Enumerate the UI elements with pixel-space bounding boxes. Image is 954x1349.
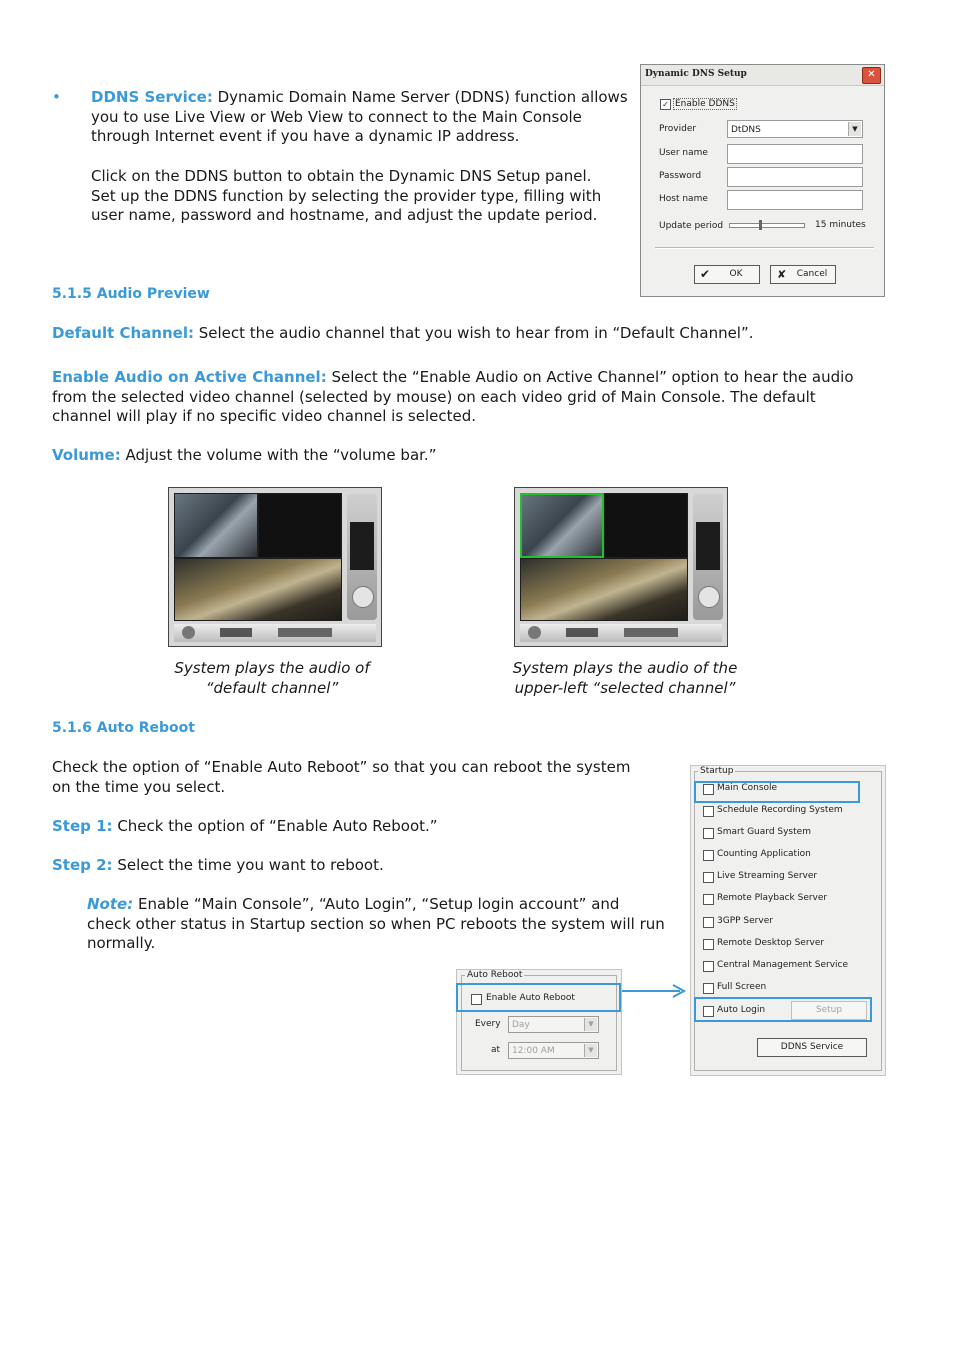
hostname-label: Host name: [659, 194, 708, 204]
username-field[interactable]: [727, 144, 863, 164]
note-line-3: normally.: [87, 934, 156, 953]
startup-checkbox-smart-guard[interactable]: [703, 828, 714, 839]
startup-item-auto-login: Auto Login: [717, 1005, 766, 1015]
power-icon: [182, 626, 195, 639]
auto-reboot-heading: 5.1.6 Auto Reboot: [52, 720, 195, 736]
close-icon[interactable]: ✕: [862, 67, 881, 84]
video-cell-lower: [521, 559, 687, 620]
layout-buttons: [220, 628, 252, 637]
startup-checkbox-remote-playback[interactable]: [703, 894, 714, 905]
ok-button[interactable]: [694, 265, 760, 284]
auto-login-highlight: [694, 997, 872, 1022]
password-field[interactable]: [727, 167, 863, 187]
startup-item-counting: Counting Application: [717, 849, 811, 859]
ddns-label: DDNS Service:: [91, 88, 213, 106]
enable-audio-line-2: from the selected video channel (selected by mouse) on each video grid of Main Console. The default: [52, 387, 816, 406]
ddns-paragraph: [91, 88, 631, 147]
ddns-line-3: through Internet event if you have a dynamic IP address.: [91, 127, 520, 146]
startup-item-live-streaming: Live Streaming Server: [717, 871, 818, 881]
step-1: [52, 817, 682, 837]
startup-checkbox-schedule-recording[interactable]: [703, 806, 714, 817]
chevron-down-icon: ▼: [848, 122, 861, 136]
enable-auto-reboot-label: Enable Auto Reboot: [486, 993, 575, 1003]
layout-buttons: [566, 628, 598, 637]
main-console-screenshot-selected: [514, 487, 728, 647]
cross-icon: ✘: [777, 268, 787, 281]
bottom-toolbar: [520, 624, 722, 642]
caption-right: [490, 658, 760, 698]
chevron-down-icon: ▼: [584, 1018, 597, 1031]
every-label: Every: [475, 1019, 501, 1029]
provider-value: DtDNS: [731, 125, 761, 135]
video-cell-upper-right: [605, 494, 687, 557]
main-console-screenshot-default: [168, 487, 382, 647]
setup-button[interactable]: Setup: [791, 1001, 867, 1020]
enable-audio-line-1: Select the “Enable Audio on Active Channel” option to hear the audio: [326, 368, 854, 386]
main-console-highlight: [694, 781, 860, 803]
enable-ddns-checkbox[interactable]: ✓: [660, 99, 671, 110]
slider-thumb[interactable]: [759, 220, 762, 230]
step-2: [52, 856, 682, 876]
at-time-select[interactable]: [508, 1042, 599, 1059]
side-panel: [693, 494, 723, 620]
ddns-p2-line-2: Set up the DDNS function by selecting the provider type, filling with: [91, 186, 602, 205]
at-label: at: [491, 1045, 501, 1055]
enable-auto-reboot-highlight: [456, 983, 621, 1012]
dialog-titlebar: [641, 65, 884, 86]
volume-text: Adjust the volume with the “volume bar.”: [120, 446, 437, 464]
side-panel: [347, 494, 377, 620]
ptz-pad: [698, 586, 720, 608]
arrow-icon: [620, 984, 690, 998]
selected-channel-highlight: [520, 493, 604, 558]
startup-item-schedule-recording: Schedule Recording System: [717, 805, 843, 815]
enable-audio-paragraph: [52, 368, 912, 427]
default-channel-paragraph: [52, 324, 902, 344]
ddns-line-1: Dynamic Domain Name Server (DDNS) function allows: [212, 88, 628, 106]
default-channel-label: Default Channel:: [52, 324, 194, 342]
enable-audio-label: Enable Audio on Active Channel:: [52, 368, 327, 386]
every-value: Day: [512, 1020, 530, 1030]
step-2-text: Select the time you want to reboot.: [112, 856, 384, 874]
ddns-service-button[interactable]: DDNS Service: [757, 1038, 867, 1057]
power-icon: [528, 626, 541, 639]
startup-item-central-management: Central Management Service: [717, 960, 849, 970]
video-cell-lower: [175, 559, 341, 620]
startup-item-smart-guard: Smart Guard System: [717, 827, 811, 837]
chevron-down-icon: ▼: [584, 1044, 597, 1057]
video-grid: [174, 493, 342, 621]
every-select[interactable]: [508, 1016, 599, 1033]
startup-checkbox-central-management[interactable]: [703, 961, 714, 972]
enable-audio-line-3: channel will play if no specific video channel is selected.: [52, 407, 476, 426]
startup-checkbox-3gpp[interactable]: [703, 917, 714, 928]
ddns-p2-line-3: user name, password and hostname, and adjust the update period.: [91, 206, 598, 225]
startup-checkbox-full-screen[interactable]: [703, 983, 714, 994]
update-period-label: Update period: [659, 221, 724, 231]
note-line-2: check other status in Startup section so when PC reboots the system will run: [87, 914, 665, 933]
dialog-title: Dynamic DNS Setup: [645, 69, 747, 79]
caption-left: [152, 658, 392, 698]
function-buttons: [624, 628, 678, 637]
check-icon: ✔: [700, 267, 711, 281]
intro-line-1: Check the option of “Enable Auto Reboot” so that you can reboot the system: [52, 758, 631, 776]
default-channel-text: Select the audio channel that you wish to hear from in “Default Channel”.: [193, 324, 754, 342]
ddns-line-2: you to use Live View or Web View to connect to the Main Console: [91, 107, 582, 126]
password-label: Password: [659, 171, 702, 181]
caption-right-line-1: System plays the audio of the: [512, 659, 738, 677]
video-cell-upper-right: [259, 494, 341, 557]
auto-reboot-group-title: Auto Reboot: [467, 970, 523, 980]
step-2-label: Step 2:: [52, 856, 113, 874]
startup-item-remote-playback: Remote Playback Server: [717, 893, 828, 903]
video-grid: [520, 493, 688, 621]
provider-label: Provider: [659, 124, 697, 134]
note-line-1: Enable “Main Console”, “Auto Login”, “Setup login account” and: [133, 895, 620, 913]
note-paragraph: [87, 895, 687, 954]
startup-item-3gpp: 3GPP Server: [717, 916, 773, 926]
username-label: User name: [659, 148, 708, 158]
startup-panel: [690, 765, 886, 1076]
startup-item-full-screen: Full Screen: [717, 982, 767, 992]
at-time-value: 12:00 AM: [512, 1046, 555, 1056]
hostname-field[interactable]: [727, 190, 863, 210]
ddns-paragraph-2: [91, 167, 631, 226]
enable-ddns-label: Enable DDNS: [675, 99, 735, 109]
intro-line-2: on the time you select.: [52, 777, 226, 796]
auto-reboot-intro: [52, 758, 682, 797]
startup-checkbox-live-streaming[interactable]: [703, 872, 714, 883]
update-period-value: 15 minutes: [815, 220, 866, 230]
function-buttons: [278, 628, 332, 637]
dynamic-dns-dialog: [640, 64, 885, 297]
step-1-label: Step 1:: [52, 817, 113, 835]
provider-select[interactable]: [727, 120, 863, 138]
bottom-toolbar: [174, 624, 376, 642]
step-1-text: Check the option of “Enable Auto Reboot.”: [112, 817, 438, 835]
startup-item-main-console: Main Console: [717, 783, 778, 793]
caption-left-line-2: “default channel”: [205, 679, 339, 697]
volume-paragraph: [52, 446, 902, 466]
ddns-p2-line-1: Click on the DDNS button to obtain the Dynamic DNS Setup panel.: [91, 167, 592, 185]
cancel-button[interactable]: [770, 265, 836, 284]
cancel-label: Cancel: [796, 269, 828, 279]
ok-label: OK: [729, 269, 743, 279]
caption-left-line-1: System plays the audio of: [174, 659, 370, 677]
startup-group-title: Startup: [700, 766, 734, 776]
dialog-separator: [655, 247, 874, 249]
startup-checkbox-remote-desktop[interactable]: [703, 939, 714, 950]
video-cell-upper-left: [175, 494, 257, 557]
caption-right-line-2: upper-left “selected channel”: [514, 679, 736, 697]
audio-preview-heading: 5.1.5 Audio Preview: [52, 286, 210, 302]
bullet: •: [52, 88, 61, 106]
update-period-slider[interactable]: [729, 223, 805, 228]
volume-label: Volume:: [52, 446, 121, 464]
startup-item-remote-desktop: Remote Desktop Server: [717, 938, 825, 948]
ptz-pad: [352, 586, 374, 608]
info-screen: [350, 522, 374, 570]
note-label: Note:: [87, 895, 134, 913]
startup-checkbox-counting[interactable]: [703, 850, 714, 861]
info-screen: [696, 522, 720, 570]
